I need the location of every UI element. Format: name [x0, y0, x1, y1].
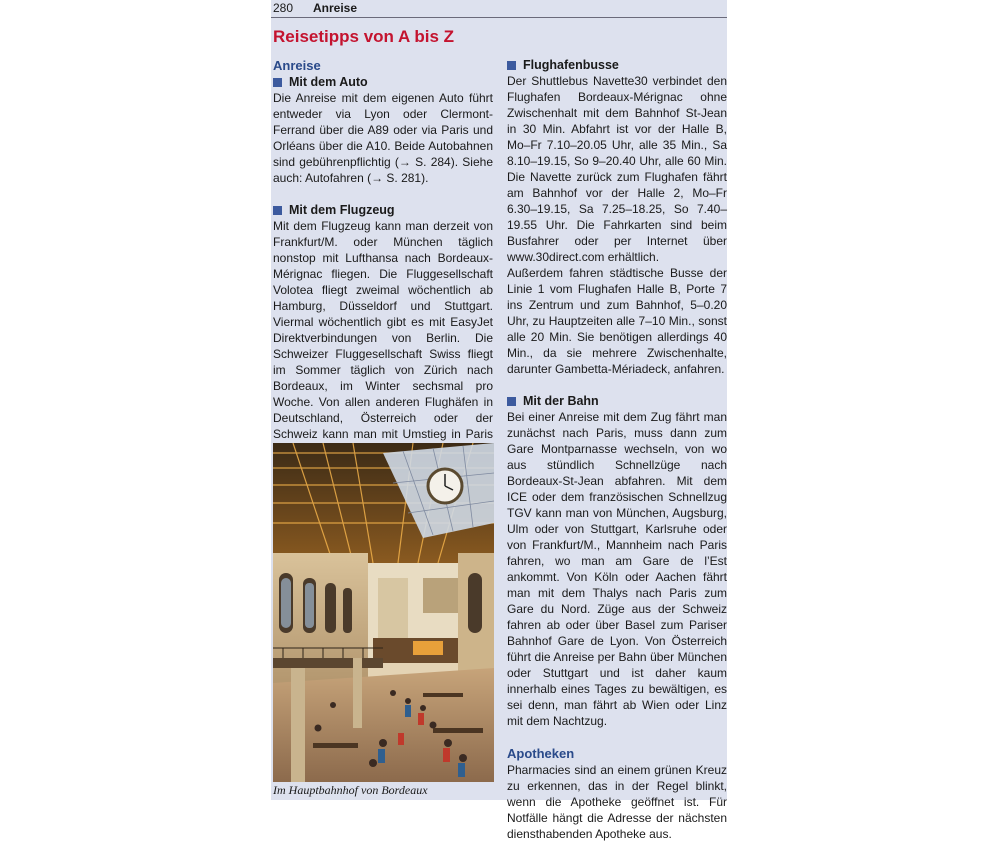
- paragraph-apotheken: Pharmacies sind an einem grünen Kreuz zu erkennen, das in der Regel blinkt, wenn die Apotheke geöffnet ist. Für Notfälle hängt die Adresse der nächsten diensthabenden Apotheke aus.: [507, 763, 727, 841]
- square-bullet-icon: [273, 78, 282, 87]
- subheading-auto: [273, 74, 493, 90]
- station-hall-photo: [273, 443, 494, 782]
- chapter-title: Reisetipps von A bis Z: [273, 27, 455, 46]
- paragraph-stadtbusse: Außerdem fahren städtische Busse der Linie 1 vom Flughafen Halle B, Porte 7 ins Zentrum und zum Bahnhof, 5–0.20 Uhr, zu Hauptzeiten alle 7–10 Min., sonst alle 20 Min. Sie benötigen allerdings 40 Min., da sie mehrere Zwischenhalte, darunter Gambetta-Mériadeck, anfahren.: [507, 266, 727, 376]
- paragraph-navette: Der Shuttlebus Navette30 verbindet den Flughafen Bordeaux-Mérignac ohne Zwischenhalt mit dem Bahnhof St-Jean in 30 Min. Abfahrt ist vor der Halle B, Mo–Fr 7.10–20.05 Uhr, alle 35 Min., Sa 8.10–19.15, So 9–20.40 Uhr, alle 60 Min. Die Navette zurück zum Flughafen fährt am Bahnhof vor der Halle 2, Mo–Fr 6.30–19.15, Sa 7.25–18.25, So 7.40–19.55 Uhr. Die Fahrkarten sind beim Busfahrer oder per Internet über www.30direct.com erhältlich.: [507, 74, 727, 264]
- subheading-flughafenbusse: [507, 57, 727, 73]
- photo-caption: Im Hauptbahnhof von Bordeaux: [273, 783, 428, 797]
- subheading-flugzeug-label: Mit dem Flugzeug: [289, 203, 395, 217]
- subheading-bahn-label: Mit der Bahn: [523, 394, 599, 408]
- left-column: [273, 57, 493, 458]
- page-number: 280: [273, 1, 294, 15]
- paragraph-flugzeug: Mit dem Flugzeug kann man derzeit von Frankfurt/M. oder München täglich nonstop mit Lufthansa nach Bordeaux-Mérignac fliegen. Die Fluggesellschaft Volotea fliegt zweimal wöchentlich ab Hamburg, Düsseldorf und Stuttgart. Viermal wöchentlich gibt es mit EasyJet Direktverbindungen von Berlin. Die Schweizer Fluggesellschaft Swiss fliegt im Sommer täglich von Zürich nach Bordeaux, im Winter sechsmal pro Woche. Von allen anderen Flughäfen in Deutschland, Österreich oder der Schweiz kann man mit Umstieg in Paris: [273, 219, 493, 441]
- running-section-title: Anreise: [313, 1, 358, 15]
- subheading-flugzeug: [273, 202, 493, 218]
- paragraph-auto: Die Anreise mit dem eigenen Auto führt entweder via Lyon oder Clermont-Ferrand über die A89 oder via Paris und Orléans über die A10. Beide Autobahnen sind gebührenpflichtig (→ S. 284). Siehe auch: Autofahren (→ S. 281).: [273, 91, 493, 185]
- square-bullet-icon: [273, 206, 282, 215]
- book-page: [271, 0, 727, 841]
- subheading-auto-label: Mit dem Auto: [289, 75, 368, 89]
- right-column: [507, 57, 727, 842]
- square-bullet-icon: [507, 397, 516, 406]
- subheading-bahn: [507, 393, 727, 409]
- section-heading-anreise: Anreise: [273, 58, 321, 73]
- photo-illustration: [273, 443, 494, 782]
- paragraph-bahn: Bei einer Anreise mit dem Zug fährt man zunächst nach Paris, muss dann zum Gare Montparnasse wechseln, von wo aus stündlich Schnellzüge nach Bordeaux-St-Jean abfahren. Mit dem ICE oder dem französischen Schnellzug TGV kann man von München, Augsburg, Ulm oder von Stuttgart, Karlsruhe oder von Frankfurt/M., Mannheim nach Paris fahren, wo man am Gare de l’Est ankommt. Von Köln oder Aachen fährt man mit dem Thalys nach Paris zum Gare du Nord. Züge aus der Schweiz fahren ab oder über Basel zum Pariser Bahnhof Gare de Lyon. Von Österreich führt die Anreise per Bahn über München oder Stuttgart und ist daher kaum innerhalb eines Tages zu bewältigen, es sei denn, man fährt ab Wien oder Linz mit dem Nachtzug.: [507, 410, 727, 728]
- square-bullet-icon: [507, 61, 516, 70]
- running-header: [271, 0, 727, 18]
- section-heading-apotheken: Apotheken: [507, 746, 575, 761]
- subheading-flughafenbusse-label: Flughafenbusse: [523, 58, 619, 72]
